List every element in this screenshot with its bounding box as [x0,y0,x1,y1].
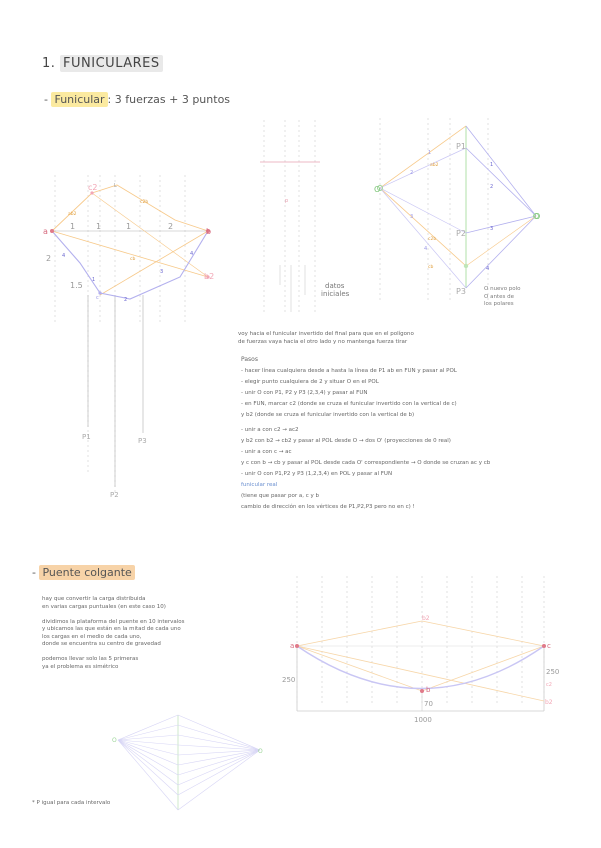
bridge-label-b: b [426,686,431,694]
fan-pole-right: O [258,748,263,755]
bridge-label-c: c [547,642,551,650]
bridge-point-b [420,689,424,693]
tag-ab2: ab2 [430,163,439,168]
section-heading: FUNICULARES [60,55,163,72]
step-1: - hacer línea cualquiera desde a hasta la línea de P1 ab en FUN y pasar al POL [241,368,457,374]
fan-pole-left: O [112,737,117,744]
tag-cb: cb [428,265,434,270]
step-6: - unir a con c2 → ac2 [241,427,299,433]
legend-line-3: los polares [484,301,514,307]
step-11: funicular real [241,482,278,488]
bridge-text-1: hay que convertir la carga distribuida [42,596,146,602]
dim-250-left: 250 [282,676,296,684]
force-p1: P1 [82,433,91,441]
label-c: c [96,295,99,301]
force-polygon [370,118,550,308]
tag-cb: cb [130,257,136,262]
ray-2: 2 [490,184,494,190]
dim-1c: 1 [126,222,132,231]
dim-2a: 2 [168,222,174,231]
initial-data-diagram [255,120,365,320]
step-9: y c con b → cb y pasar al POL desde cada O' correspondiente → O donde se cruzan ac y cb [241,460,491,466]
dim-2b: 2 [46,254,52,263]
bridge-text-10: ya el problema es simétrico [42,663,119,670]
ray-7: 3 [410,214,414,220]
bridge-label-b2-top: b2 [422,615,430,622]
polygon-legend [484,286,521,309]
bridge-point-a [295,644,299,648]
seg-3: 3 [160,269,164,275]
bridge-text-5: y ubicamos las que están en la mitad de cada uno [42,626,181,632]
bridge-text-3 [42,611,185,619]
label-o-left: O [374,185,381,194]
legend-line-2: O antes de [484,293,514,300]
label-L: L [114,183,117,189]
ray-4: 4 [486,266,490,272]
bridge-text-7: donde se encuentra su centro de gravedad [42,641,161,647]
bridge-text-8 [42,649,185,657]
point-o-mid [464,264,468,268]
step-13: cambio de dirección en los vértices de P1,P2,P3 pero no en c) ! [241,504,415,510]
bridge-title: Puente colgante [39,565,134,580]
section-number: 1. [42,56,56,71]
ray-8: 4 [424,246,428,252]
bridge-diagram [282,576,562,726]
seg-4a: 4 [62,253,66,259]
bridge-text-4: dividimos la plataforma del puente en 10 intervalos [42,618,185,625]
funicular-diagram [40,175,230,505]
fan-diagram [110,710,270,820]
step-8: - unir a con c → ac [241,449,292,455]
dim-1-5: 1.5 [70,281,83,290]
step-7: y b2 con b2 → cb2 y pasar al POL desde O → dos O' (proyecciones de 0 real) [241,438,451,444]
point-a [50,229,54,233]
subheading-rest: : 3 fuerzas + 3 puntos [107,93,231,106]
force-p2: P2 [110,491,119,499]
step-5: y b2 (donde se cruza el funicular invertido con la vertical de b) [241,412,415,418]
intro-line-2: de fuerzas vaya hacia el otro lado y no mantenga fuerza tirar [238,338,408,345]
label-datos: datos [325,282,345,290]
label-p1: P1 [456,142,466,151]
label-iniciales: iniciales [321,290,350,298]
label-b2: b2 [204,272,215,281]
ray-5: 1 [428,150,432,156]
dim-250-right: 250 [546,668,560,676]
bridge-text-2: en varias cargas puntuales (en este caso 10) [42,603,166,610]
intro-line-1: voy hacia el funicular invertido del final para que en el polígono [238,331,414,337]
bridge-text-6: los cargas en el medio de cada uno, [42,633,142,640]
steps-title: Pasos [241,356,258,363]
step-12: (tiene que pasar por a, c y b [241,493,320,499]
tag-c2b: c2b [140,200,149,205]
step-10: - unir O con P1,P2 y P3 (1,2,3,4) en POL y pasar al FUN [241,471,393,477]
bridge-point-c [542,644,546,648]
subheading-label: Funicular [51,92,107,107]
ray-6: 2 [410,170,414,176]
tag-c2b: c2b [428,237,437,242]
point-c [98,291,101,294]
bridge-label-c2: c2 [546,682,552,688]
label-p3: P3 [456,287,466,296]
label-p2: P2 [456,229,466,238]
bridge-text-9: podemos llevar solo las 5 primeras [42,656,139,662]
step-4: - en FUN, marcar c2 (donde se cruza el funicular invertido con la vertical de c) [241,401,457,407]
step-3: - unir O con P1, P2 y P3 (2,3,4) y pasar al FUN [241,390,368,396]
ray-3: 3 [490,226,494,232]
seg-4b: 4 [190,251,194,257]
step-2: - elegir punto cualquiera de 2 y situar O en el POL [241,379,379,385]
dim-1a: 1 [70,222,76,231]
tag-ab2: ab2 [68,212,77,217]
steps-list [241,366,490,513]
mid-point: p [285,198,289,204]
bridge-footnote: * P igual para cada intervalo [32,800,111,806]
bridge-text [42,596,185,671]
seg-2: 2 [124,297,128,303]
dim-70: 70 [424,700,433,708]
legend-line-1: O nuevo polo [484,286,521,292]
section-title [42,56,163,71]
label-b: b [206,227,212,236]
bridge-label-a: a [290,642,295,650]
dim-1b: 1 [96,222,102,231]
label-a: a [43,227,48,236]
ray-1: 1 [490,162,494,168]
label-c2: c2 [88,183,98,192]
seg-1: 1 [92,277,96,283]
subheading: - Funicular : 3 fuerzas + 3 puntos [44,93,231,106]
intro-note [238,331,414,346]
label-o-right: O [534,212,541,221]
bridge-label-b2-right: b2 [545,699,553,706]
bridge-heading: - Puente colgante [32,566,135,579]
force-p3: P3 [138,437,147,445]
dim-1000: 1000 [414,716,432,724]
